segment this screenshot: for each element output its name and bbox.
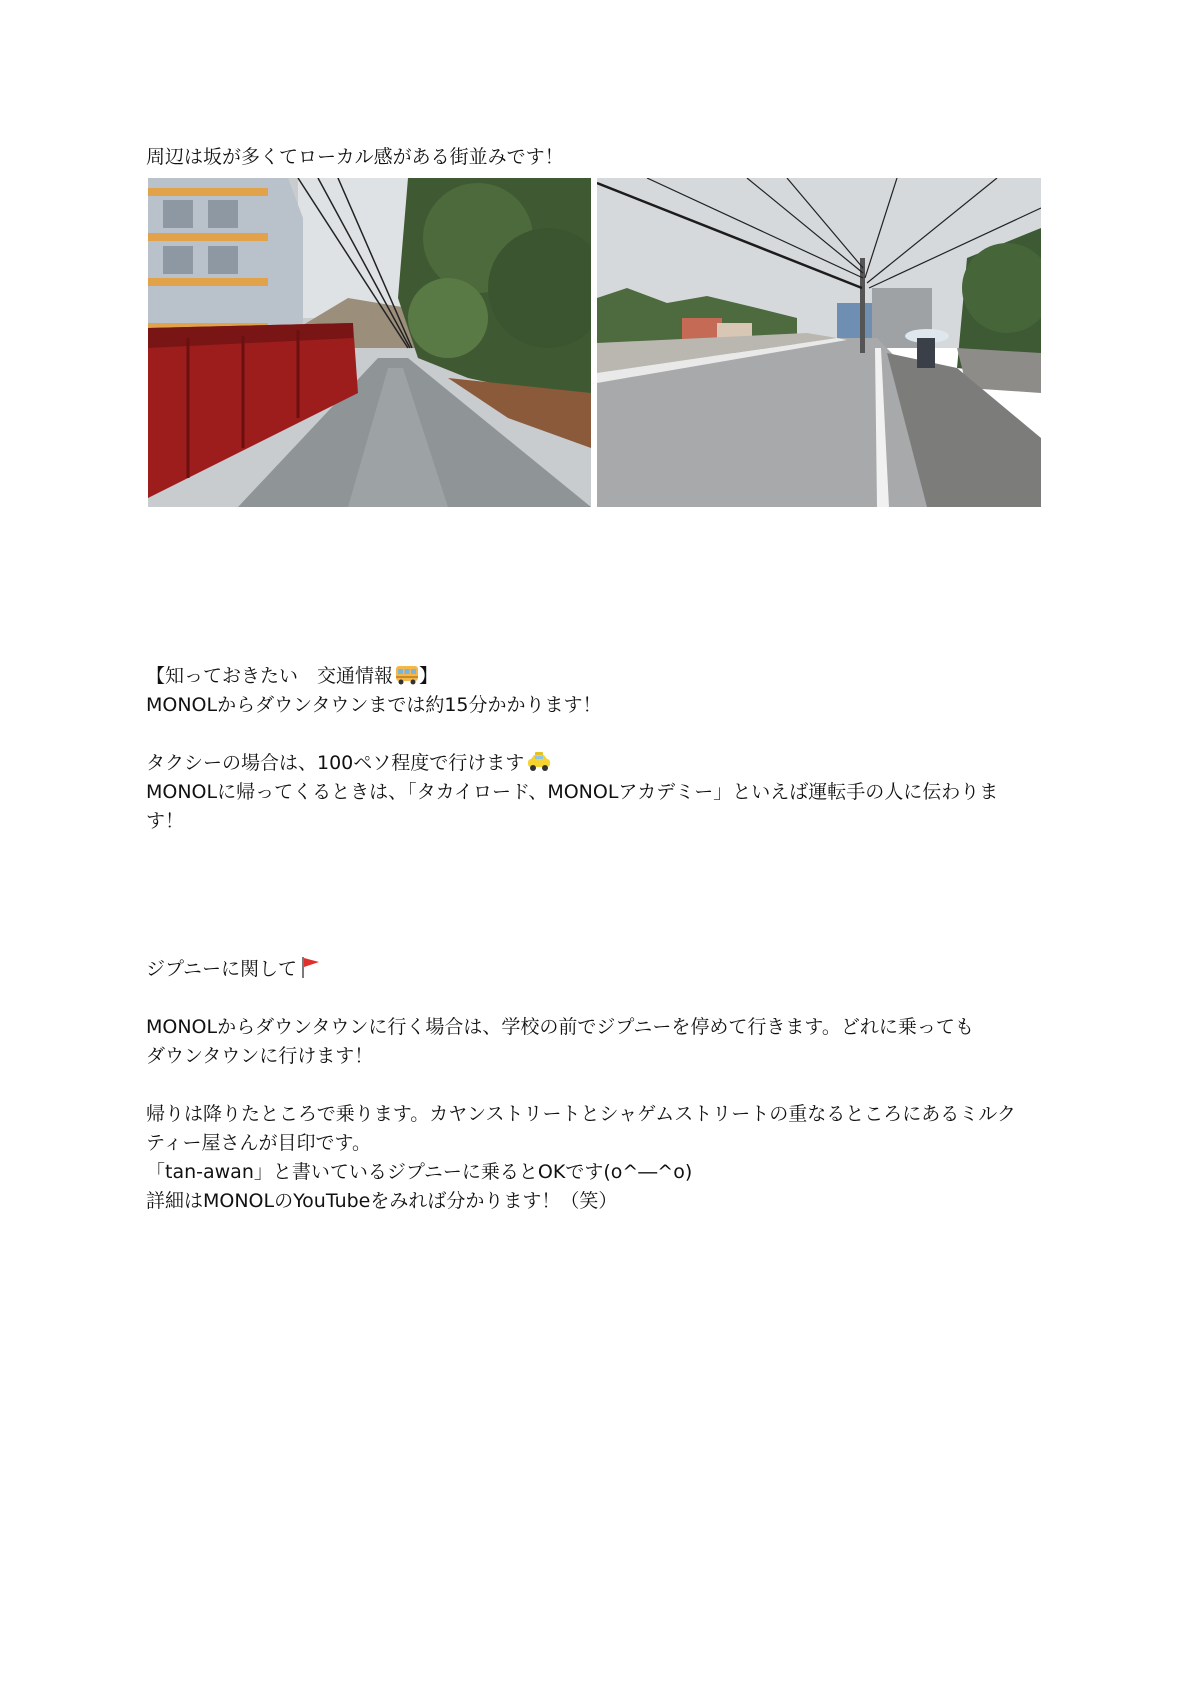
transport-heading-text: 【知っておきたい 交通情報 [146, 665, 394, 687]
jeepney-para2-line4: 詳細はMONOLのYouTubeをみれば分かります！（笑） [146, 1190, 618, 1212]
jeepney-para1-line1: MONOLからダウンタウンに行く場合は、学校の前でジプニーを停めて行きます。どれに乗っても [146, 1016, 974, 1038]
transport-heading-close: 】 [419, 665, 439, 687]
streets-caption: 周辺は坂が多くてローカル感がある街並みです！ [146, 146, 564, 168]
return-line-2: す！ [146, 810, 185, 832]
jeepney-para1-line2: ダウンタウンに行けます！ [146, 1045, 374, 1067]
return-line-1: MONOLに帰ってくるときは、「タカイロード、MONOLアカデミー」といえば運転手の人に伝わりま [146, 781, 999, 803]
jeepney-heading [146, 955, 321, 988]
street-photo-hill [148, 178, 591, 507]
street-photo-road [597, 178, 1041, 507]
jeepney-para2-line1: 帰りは降りたところで乗ります。カヤンストリートとシャゲムストリートの重なるところにあるミルク [146, 1103, 1016, 1125]
red-flag-icon [299, 955, 321, 988]
jeepney-para2-line3: 「tan-awan」と書いているジプニーに乗るとOKです(o^―^o) [146, 1161, 693, 1183]
transport-time-line: MONOLからダウンタウンまでは約15分かかります！ [146, 694, 602, 716]
taxi-line-text: タクシーの場合は、100ペソ程度で行けます [146, 752, 525, 774]
jeepney-heading-text: ジプニーに関して [146, 958, 298, 980]
jeepney-para2-line2: ティー屋さんが目印です。 [146, 1132, 371, 1154]
